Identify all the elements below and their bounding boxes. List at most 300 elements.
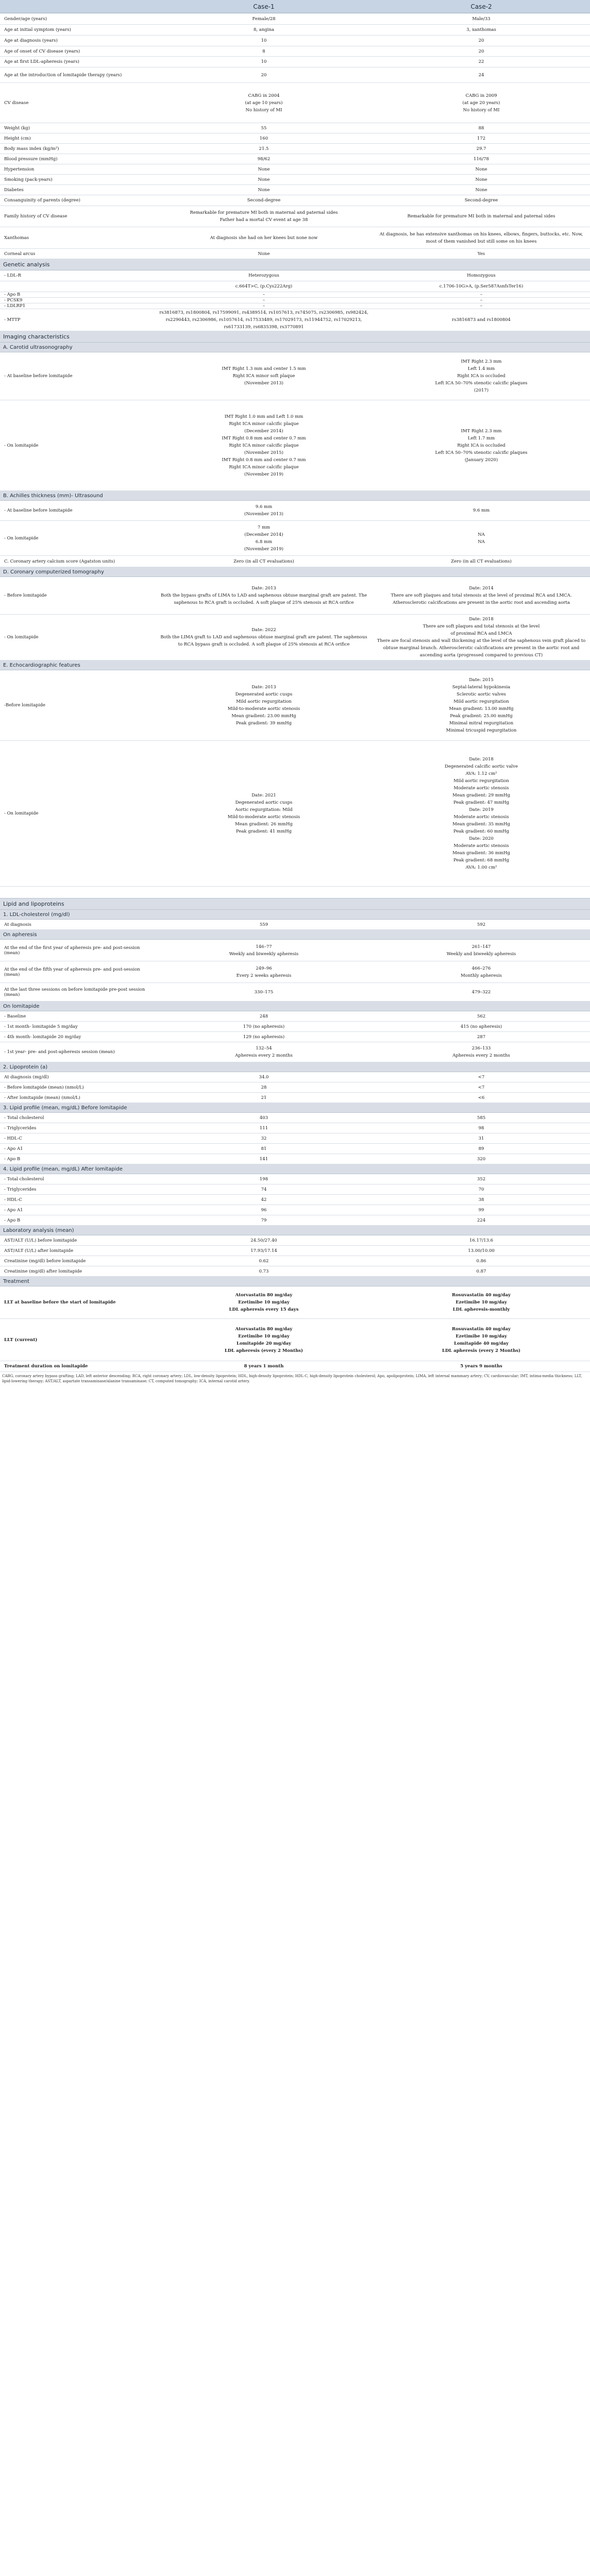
case-2-cell [373, 281, 590, 292]
cell-line: Zero (in all CT evaluations) [233, 558, 294, 564]
cell-line: – [480, 292, 483, 297]
case-2-cell [373, 154, 590, 164]
subsection-title: 4. Lipid profile (mean, mg/dL) After lomitapide [0, 1164, 590, 1174]
case-2-cell [373, 25, 590, 36]
cell-line: 160 [259, 135, 268, 141]
cell-line: Peak gradient: 41 mmHg [236, 829, 292, 834]
cell-line: Date: 2019 [469, 807, 494, 812]
case-2-cell [373, 1082, 590, 1093]
cell-line: 81 [261, 1146, 267, 1151]
cell-line: None [258, 177, 270, 182]
case-1-cell [155, 501, 373, 521]
cell-line: 98/62 [257, 156, 271, 162]
table-row [0, 36, 590, 46]
cell-line: Both the bypass grafts of LIMA to LAD and saphenous obtuse marginal graft are patent. The saphenous to RCA graft is occluded. A soft plaque of 25% stenosis at RCA orifice [160, 593, 367, 605]
case-2-cell [373, 1022, 590, 1032]
cell-line: Mild-to-moderate aortic stenosis [227, 815, 300, 820]
case-1-cell [155, 352, 373, 400]
cell-line: 22 [478, 59, 484, 64]
cell-line: Left 1.7 mm [467, 435, 495, 441]
subsection-title: A. Carotid ultrasonography [0, 343, 590, 352]
cell-line: NA [478, 539, 485, 545]
case-2-cell [373, 1286, 590, 1319]
section-header-row [0, 331, 590, 343]
cell-line: 3, xanthomas [466, 27, 496, 32]
row-label: - 1st year- pre- and post-apheresis session (mean) [0, 1042, 155, 1062]
case-1-cell [155, 309, 373, 331]
cell-line: Peak gradient: 47 mmHg [453, 800, 509, 805]
table-row [0, 1011, 590, 1022]
cell-line: 146–77 [256, 944, 272, 950]
cell-line: 403 [259, 1115, 268, 1121]
cell-line: 99 [478, 1207, 484, 1213]
case-1-cell [155, 206, 373, 227]
cell-line: Moderate aortic stenosis [453, 786, 509, 791]
cell-line: At diagnosis she had on her knees but none now [210, 235, 318, 241]
cell-line: 562 [477, 1013, 486, 1019]
subsection-header-row [0, 660, 590, 670]
cell-line: CABG in 2009 [465, 93, 497, 98]
cell-line: 70 [478, 1187, 484, 1192]
table-row [0, 1042, 590, 1062]
case-1-cell [155, 1195, 373, 1205]
cell-line: Male/33 [472, 16, 491, 22]
header-label-column [0, 0, 155, 13]
subsection-header-row [0, 910, 590, 920]
cell-line: 415 (no apheresis) [460, 1024, 502, 1029]
cell-line: Apheresis every 2 months [235, 1053, 293, 1058]
case-1-cell [155, 281, 373, 292]
cell-line: Weekly and biweekly apheresis [229, 951, 299, 957]
subsection-header-row [0, 1002, 590, 1011]
header-case-1: Case-1 [155, 0, 373, 13]
case-2-cell [373, 501, 590, 521]
table-row [0, 1022, 590, 1032]
cell-line: Sclerotic aortic valves [457, 692, 506, 697]
table-row [0, 1133, 590, 1144]
cell-line: There are soft plaques and total stenosis at the level of proximal RCA and LMCA. Atherosclerotic calcifications are present in the aortic root and ascending aorta [391, 593, 572, 605]
case-1-cell [155, 1361, 373, 1372]
row-label: Diabetes [0, 185, 155, 195]
case-2-cell [373, 1144, 590, 1154]
cell-line: 141 [259, 1156, 268, 1162]
case-2-cell [373, 164, 590, 175]
row-label: - Before lomitapide (mean) (nmol/L) [0, 1082, 155, 1093]
table-row [0, 1144, 590, 1154]
cell-line: 88 [478, 125, 484, 131]
cell-line: Female/28 [252, 16, 276, 22]
case-1-cell [155, 1072, 373, 1082]
table-row [0, 46, 590, 57]
case-1-cell [155, 615, 373, 660]
table-row [0, 1266, 590, 1277]
cell-line: Monthly apheresis [461, 973, 502, 978]
table-row [0, 1319, 590, 1361]
row-label: Smoking (pack-years) [0, 175, 155, 185]
cell-line: Mean gradient: 29 mmHg [452, 793, 510, 798]
cell-line: 10 [261, 59, 267, 64]
cell-line: Every 2 weeks apheresis [236, 973, 292, 978]
cell-line: Second-degree [247, 198, 281, 203]
cell-line: 330–175 [254, 989, 274, 995]
cell-line: 10 [261, 38, 267, 43]
case-1-cell [155, 1266, 373, 1277]
cell-line: 89 [478, 1146, 484, 1151]
cell-line: 8 years 1 month [244, 1364, 284, 1369]
case-1-cell [155, 983, 373, 1002]
case-2-cell [373, 961, 590, 983]
table-row [0, 501, 590, 521]
case-2-cell [373, 1032, 590, 1042]
case-1-cell [155, 46, 373, 57]
cell-line: 0.86 [476, 1258, 486, 1264]
table-row [0, 400, 590, 491]
cell-line: 0.62 [259, 1258, 269, 1264]
row-label: - Total cholesterol [0, 1113, 155, 1123]
row-label: Hypertension [0, 164, 155, 175]
table-row [0, 1215, 590, 1226]
case-2-cell [373, 57, 590, 67]
table-row [0, 270, 590, 281]
cell-line: There are focal stenosis and wall thickening at the level of the saphenous vein graft placed to [377, 638, 586, 643]
case-1-cell [155, 1286, 373, 1319]
cell-line: Lomitapide 40 mg/day [453, 1341, 509, 1346]
cell-line: Ezetimibe 10 mg/day [456, 1300, 507, 1305]
cell-line: Date: 2014 [469, 586, 494, 591]
case-2-cell [373, 352, 590, 400]
cell-line: (November 2015) [244, 450, 283, 455]
table-row [0, 298, 590, 303]
cell-line: 466–276 [471, 965, 491, 971]
cell-line: rs3816873, rs1800804, rs17599091, rs4389514, rs1057613, rs745075, rs2306985, rs982424, rs2290443, rs2306986, rs1057614, rs17533489, rs17029173, rs11944752, rs17029213, rs61733139, rs6835398, rs3770891 [159, 310, 368, 330]
row-label: - Apo A1 [0, 1205, 155, 1215]
case-1-cell [155, 249, 373, 259]
cell-line: rs3816873 and rs1800804 [452, 317, 511, 323]
case-1-cell [155, 1215, 373, 1226]
section-header-row [0, 259, 590, 270]
cell-line: There are soft plaques and total stenosis at the level [423, 624, 540, 629]
row-label: - On lomitapide [0, 521, 155, 556]
case-2-cell [373, 1319, 590, 1361]
case-2-cell [373, 46, 590, 57]
cell-line: 111 [259, 1125, 268, 1131]
cell-line: – [262, 297, 265, 303]
row-label: Creatinine (mg/dl) before lomitapide [0, 1256, 155, 1266]
case-2-cell [373, 206, 590, 227]
row-label: Treatment duration on lomitapide [0, 1361, 155, 1372]
case-1-cell [155, 920, 373, 930]
case-1-cell [155, 298, 373, 303]
table-row [0, 195, 590, 206]
cell-line: 21 [261, 1095, 267, 1100]
subsection-header-row [0, 1277, 590, 1286]
case-2-cell [373, 185, 590, 195]
cell-line: 592 [477, 922, 486, 927]
case-2-cell [373, 1042, 590, 1062]
row-label: - MTTP [0, 309, 155, 331]
cell-line: Degenerated aortic cusps [235, 692, 293, 697]
table-row [0, 83, 590, 123]
cell-line: 20 [478, 38, 484, 43]
cell-line: 479–322 [471, 989, 491, 995]
case-2-cell [373, 67, 590, 83]
cell-line: Rosuvastatin 40 mg/day [452, 1293, 511, 1298]
case-1-cell [155, 400, 373, 491]
cell-line: <7 [478, 1084, 485, 1090]
cell-line: Right ICA is occluded [457, 443, 505, 448]
cell-line: IMT Right 1.3 mm and center 1.5 mm [222, 366, 306, 371]
cell-line: 20 [478, 48, 484, 54]
row-label: Age at initial symptom (years) [0, 25, 155, 36]
cell-line: Date: 2015 [469, 677, 494, 683]
cell-line: Date: 2013 [251, 586, 276, 591]
cell-line: Weekly and biweekly apheresis [446, 951, 516, 957]
table-row [0, 249, 590, 259]
cell-line: LDL apheresis-monthly [452, 1307, 510, 1312]
cell-line: 16.17/13.6 [469, 1238, 494, 1243]
cell-line: AVA: 1.12 cm² [465, 771, 497, 776]
case-1-cell [155, 36, 373, 46]
section-title: Imaging characteristics [0, 331, 590, 343]
row-label: At diagnosis [0, 920, 155, 930]
case-2-cell [373, 123, 590, 133]
cell-line: 261–147 [471, 944, 491, 950]
row-label: At diagnosis (mg/dl) [0, 1072, 155, 1082]
case-2-cell [373, 983, 590, 1002]
cell-line: Mild aortic regurgitation [236, 699, 292, 704]
cell-line: At diagnosis, he has extensive xanthomas on his knees, elbows, fingers, buttocks, etc. Now, most of them vanished but still some on his knees [379, 231, 583, 244]
cell-line: 20 [261, 72, 267, 78]
case-1-cell [155, 556, 373, 567]
cell-line: Date: 2022 [251, 628, 276, 633]
case-2-cell [373, 195, 590, 206]
row-label: - Triglycerides [0, 1123, 155, 1133]
cell-line: Mean gradient: 23.00 mmHg [231, 714, 296, 719]
cell-line: obtuse marginal branch. Atherosclerotic calcifications are present in the aortic root and ascending aorta (progressed compared to previous CT) [383, 646, 580, 658]
subsection-title: On apheresis [0, 930, 590, 940]
cell-line: – [480, 303, 483, 309]
cell-line: Right ICA minor calcific plaque [229, 421, 299, 427]
case-2-cell [373, 36, 590, 46]
row-label: Xanthomas [0, 227, 155, 249]
case-1-cell [155, 292, 373, 298]
case-1-cell [155, 1032, 373, 1042]
row-label: - 4th month- lomitapide 20 mg/day [0, 1032, 155, 1042]
row-label: Family history of CV disease [0, 206, 155, 227]
cell-line: 8 [262, 48, 265, 54]
case-2-cell [373, 521, 590, 556]
cell-line: Right ICA minor calcific plaque [229, 464, 299, 470]
subsection-header-row [0, 567, 590, 577]
table-row [0, 164, 590, 175]
table-row [0, 983, 590, 1002]
case-2-cell [373, 920, 590, 930]
subsection-header-row [0, 343, 590, 352]
table-row [0, 1154, 590, 1164]
cell-line: 24.50/27.40 [250, 1238, 277, 1243]
table-row [0, 1174, 590, 1184]
row-label: - Total cholesterol [0, 1174, 155, 1184]
case-1-cell [155, 1042, 373, 1062]
table-row [0, 185, 590, 195]
cell-line: 170 (no apheresis) [243, 1024, 285, 1029]
cell-line: Minimal mitral regurgitation [449, 721, 514, 726]
case-1-cell [155, 1082, 373, 1093]
row-label: - PCSK9 [0, 298, 155, 303]
case-1-cell [155, 175, 373, 185]
subsection-title: Treatment [0, 1277, 590, 1286]
case-2-cell [373, 556, 590, 567]
spacer-row [0, 887, 590, 899]
case-2-cell [373, 1113, 590, 1123]
cell-line: Date: 2021 [251, 793, 276, 798]
table-row [0, 303, 590, 309]
table-row [0, 67, 590, 83]
case-2-cell [373, 400, 590, 491]
cell-line: Aortic regurgitation: Mild [235, 807, 293, 812]
cell-line: 129 (no apheresis) [243, 1034, 285, 1040]
row-label: Age at diagnosis (years) [0, 36, 155, 46]
case-2-cell [373, 577, 590, 615]
row-label: Gender/age (years) [0, 13, 155, 25]
case-2-cell [373, 1215, 590, 1226]
table-row [0, 57, 590, 67]
cell-line: Atorvastatin 80 mg/day [235, 1293, 293, 1298]
cell-line: 132–54 [256, 1046, 272, 1051]
case-1-cell [155, 940, 373, 961]
row-label: - On lomitapide [0, 400, 155, 491]
cell-line: of proximal RCA and LMCA [450, 631, 512, 636]
case-2-cell [373, 1235, 590, 1246]
cell-line: (November 2019) [244, 546, 283, 552]
cell-line: 559 [259, 922, 268, 927]
cell-line: Right ICA minor soft plaque [232, 374, 295, 379]
cell-line: (at age 10 years) [245, 100, 283, 106]
cell-line: Mild aortic regurgitation [453, 778, 509, 784]
case-1-cell [155, 303, 373, 309]
subsection-header-row [0, 1164, 590, 1174]
cell-line: None [258, 166, 270, 172]
table-row [0, 281, 590, 292]
cell-line: 249–96 [256, 965, 272, 971]
cell-line: Remarkable for premature MI both in maternal and paternal sides [407, 214, 555, 219]
table-row [0, 920, 590, 930]
subsection-title: E. Echocardiographic features [0, 660, 590, 670]
table-row [0, 206, 590, 227]
cell-line: Apheresis every 2 months [452, 1053, 510, 1058]
table-row [0, 615, 590, 660]
cell-line: 21.5 [259, 146, 269, 151]
row-label: - On lomitapide [0, 615, 155, 660]
cell-line: Peak gradient: 25.00 mmHg [450, 714, 513, 719]
table-row [0, 123, 590, 133]
cell-line: 6.8 mm [255, 539, 273, 545]
row-label: - HDL-C [0, 1133, 155, 1144]
cell-line: 96 [261, 1207, 267, 1213]
row-label: CV disease [0, 83, 155, 123]
subsection-title: D. Coronary computerized tomography [0, 567, 590, 577]
cell-line: IMT Right 0.8 mm and center 0.7 mm [222, 457, 306, 463]
cell-line: Both the LIMA graft to LAD and saphenous obtuse marginal graft are patent. The saphenous to RCA bypass graft is occluded. A soft plaque of 25% stenosis at RCA orifice [160, 635, 367, 647]
case-2-cell [373, 298, 590, 303]
case-2-cell [373, 741, 590, 887]
cell-line: Lomitapide 20 mg/day [236, 1341, 291, 1346]
row-label: - Baseline [0, 1011, 155, 1022]
case-1-cell [155, 1205, 373, 1215]
cell-line: Moderate aortic stenosis [453, 843, 509, 849]
row-label: - After lomitapide (mean) (nmol/L) [0, 1093, 155, 1103]
row-label: - Triglycerides [0, 1184, 155, 1195]
cell-line: (December 2014) [244, 532, 283, 537]
case-2-cell [373, 1072, 590, 1082]
case-2-cell [373, 1154, 590, 1164]
cell-line: (2017) [474, 388, 489, 393]
case-1-cell [155, 1123, 373, 1133]
row-label [0, 281, 155, 292]
row-label: Corneal arcus [0, 249, 155, 259]
row-label: Age at the introduction of lomitapide therapy (years) [0, 67, 155, 83]
cell-line: (November 2013) [244, 512, 283, 517]
cell-line: (December 2014) [244, 428, 283, 434]
row-label: LLT at baseline before the start of lomitapide [0, 1286, 155, 1319]
cell-line: 74 [261, 1187, 267, 1192]
case-1-cell [155, 577, 373, 615]
cell-line: 248 [259, 1013, 268, 1019]
row-label: - At baseline before lomitapide [0, 501, 155, 521]
case-1-cell [155, 1174, 373, 1184]
case-2-cell [373, 270, 590, 281]
cell-line: None [475, 177, 487, 182]
cell-line: 116/78 [474, 156, 489, 162]
cell-line: 17.93/17.14 [250, 1248, 277, 1253]
cell-line: – [480, 297, 483, 303]
subsection-header-row [0, 930, 590, 940]
table-row [0, 1205, 590, 1215]
cell-line: Left ICA 50–70% stenotic calcific plaques [435, 450, 528, 455]
table-row [0, 1235, 590, 1246]
table-footnote: CABG, coronary artery bypass grafting; LAD, left anterior descending; RCA, right coronary artery; LDL, low-density lipoprotein; HDL, high-density lipoprotein; HDL-C, high-density lipoprotein cholesterol; Apo, apolipoprotein; LIMA, left internal mammary artery; CV, cardiovascular; IMT, intima-media thickness; LLT, lipid-lowering therapy; AST/ALT, aspartate transaminase/alanine transaminase; CT, computed tomography; ICA, internal carotid artery. [2, 1374, 582, 1383]
row-label: C. Coronary artery calcium score (Agatston units) [0, 556, 155, 567]
row-label: Age at first LDL-apheresis (years) [0, 57, 155, 67]
cell-line: – [262, 303, 265, 309]
cell-line: No history of MI [245, 107, 282, 113]
case-1-cell [155, 154, 373, 164]
cell-line: <6 [478, 1095, 485, 1100]
cell-line: 287 [477, 1034, 486, 1040]
cell-line: c.1706-10G>A, (p.Ser587AsnfsTer16) [439, 284, 524, 289]
section-title: Genetic analysis [0, 259, 590, 270]
cell-line: Peak gradient: 68 mmHg [453, 858, 509, 863]
cell-line: Right ICA is occluded [457, 374, 505, 379]
row-label: - Apo B [0, 1215, 155, 1226]
cell-line: 7 mm [257, 524, 271, 530]
row-label: - Before lomitapide [0, 577, 155, 615]
row-label: - At baseline before lomitapide [0, 352, 155, 400]
case-1-cell [155, 13, 373, 25]
spacer-cell [0, 887, 590, 899]
case-1-cell [155, 195, 373, 206]
row-label: AST/ALT (U/L) after lomitapide [0, 1246, 155, 1256]
cell-line: LDL apheresis (every 2 Months) [224, 1348, 304, 1353]
cell-line: Left 1.4 mm [467, 366, 495, 371]
cell-line: – [262, 292, 265, 297]
row-label: - Apo A1 [0, 1144, 155, 1154]
row-label: At the end of the first year of apheresis pre- and post-session (mean) [0, 940, 155, 961]
case-1-cell [155, 1319, 373, 1361]
row-label: Weight (kg) [0, 123, 155, 133]
cell-line: NA [478, 532, 485, 537]
cell-line: Atorvastatin 80 mg/day [235, 1326, 293, 1332]
